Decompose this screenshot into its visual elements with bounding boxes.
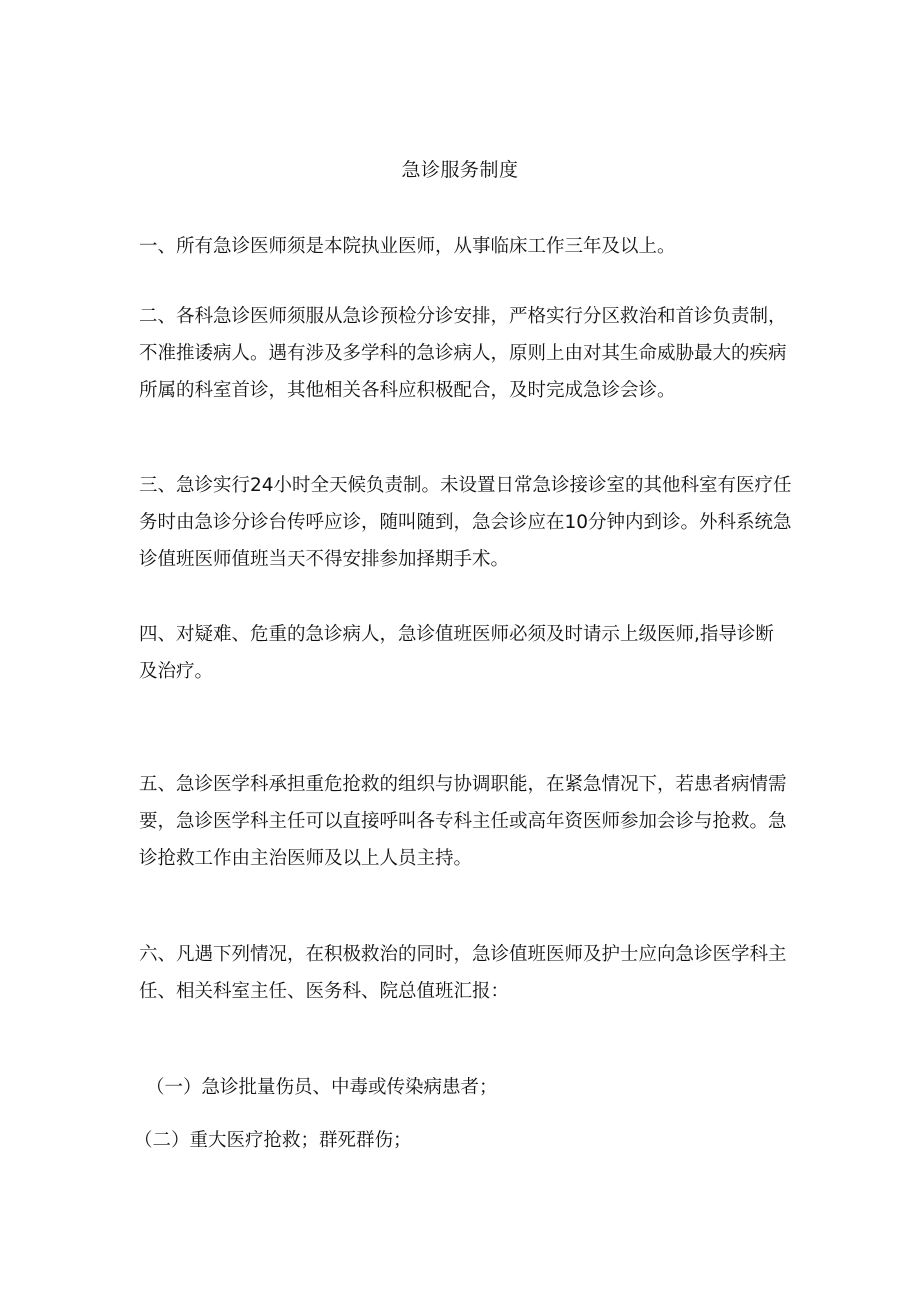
paragraph-line: 要，急诊医学科主任可以直接呼叫各专科主任或高年资医师参加会诊与抢救。急 — [139, 811, 787, 832]
paragraph-line: 一、所有急诊医师须是本院执业医师，从事临床工作三年及以上。 — [139, 236, 676, 257]
paragraph-line: 六、凡遇下列情况，在积极救治的同时，急诊值班医师及护士应向急诊医学科主 — [139, 944, 787, 965]
paragraph-line: 四、对疑难、危重的急诊病人，急诊值班医师必须及时请示上级医师,指导诊断 — [139, 624, 774, 645]
paragraph-line: 诊值班医师值班当天不得安排参加择期手术。 — [139, 549, 510, 570]
sub-item-1: （一）急诊批量伤员、中毒或传染病患者； — [146, 1077, 498, 1098]
paragraph-line: 及治疗。 — [139, 661, 214, 682]
paragraph-line: 五、急诊医学科承担重危抢救的组织与协调职能，在紧急情况下，若患者病情需 — [139, 774, 787, 795]
paragraph-line: 不准推诿病人。遇有涉及多学科的急诊病人，原则上由对其生命威胁最大的疾病 — [139, 343, 787, 364]
paragraph-line: 三、急诊实行24小时全天候负责制。未设置日常急诊接诊室的其他科室有医疗任 — [139, 475, 792, 496]
sub-item-2: （二）重大医疗抢救；群死群伤； — [134, 1130, 412, 1151]
paragraph-line: 任、相关科室主任、医务科、院总值班汇报： — [139, 981, 510, 1002]
paragraph-6 — [139, 936, 787, 1010]
paragraph-5 — [139, 766, 787, 877]
paragraph-4 — [139, 616, 787, 690]
paragraph-1 — [139, 228, 787, 265]
paragraph-3 — [139, 467, 792, 578]
paragraph-line: 所属的科室首诊，其他相关各科应积极配合，及时完成急诊会诊。 — [139, 380, 676, 401]
document-title: 急诊服务制度 — [401, 159, 519, 181]
paragraph-line: 务时由急诊分诊台传呼应诊，随叫随到，急会诊应在10分钟内到诊。外科系统急 — [139, 512, 792, 533]
paragraph-2 — [139, 298, 787, 409]
paragraph-line: 诊抢救工作由主治医师及以上人员主持。 — [139, 848, 473, 869]
paragraph-line: 二、各科急诊医师须服从急诊预检分诊安排，严格实行分区救治和首诊负责制， — [139, 306, 787, 327]
